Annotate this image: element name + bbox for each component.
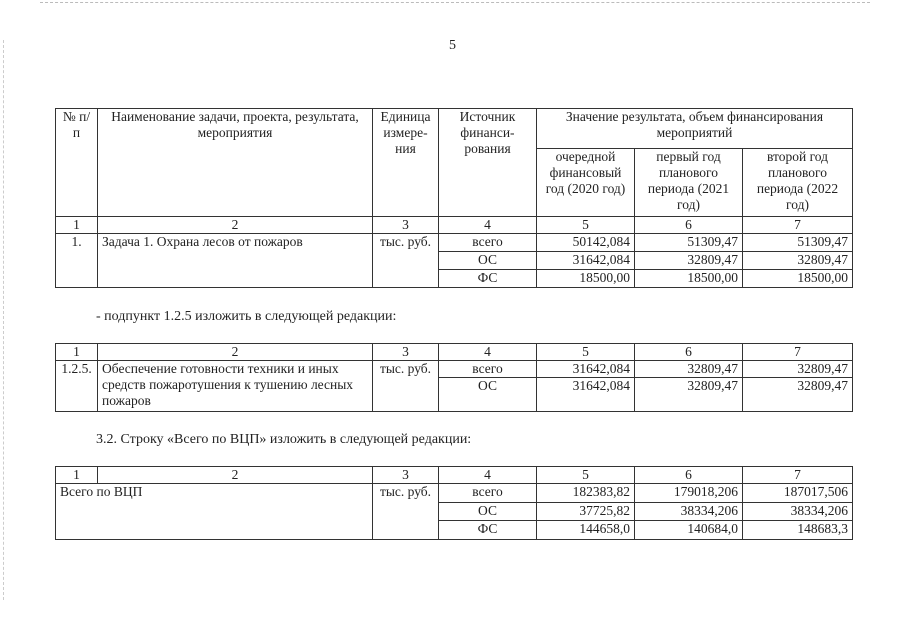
- financing-table-2: [55, 343, 853, 412]
- header-year-2022: второй год планового периода (2022 год): [743, 149, 853, 217]
- col-number: 3: [373, 344, 439, 361]
- page-number: 5: [449, 38, 456, 53]
- value-2020: 31642,084: [537, 378, 635, 412]
- col-number: 1: [56, 467, 98, 484]
- col-number: 7: [743, 344, 853, 361]
- header-year-2020: очередной финансовый год (2020 год): [537, 149, 635, 217]
- table-row: [56, 484, 853, 503]
- source-cell: всего: [439, 361, 537, 378]
- col-number: 3: [373, 467, 439, 484]
- value-2020: 182383,82: [537, 484, 635, 503]
- source-cell: ОС: [439, 502, 537, 521]
- row-name: Всего по ВЦП: [56, 484, 373, 540]
- value-2022: 18500,00: [743, 270, 853, 288]
- value-2021: 32809,47: [635, 361, 743, 378]
- value-2022: 32809,47: [743, 378, 853, 412]
- col-number: 4: [439, 217, 537, 234]
- row-unit: тыс. руб.: [373, 484, 439, 540]
- value-2022: 32809,47: [743, 361, 853, 378]
- financing-table-3: [55, 466, 853, 540]
- col-number: 4: [439, 344, 537, 361]
- scan-edge: [40, 2, 870, 4]
- value-2020: 31642,084: [537, 361, 635, 378]
- value-2022: 32809,47: [743, 252, 853, 270]
- col-number: 3: [373, 217, 439, 234]
- value-2021: 32809,47: [635, 378, 743, 412]
- source-cell: ОС: [439, 378, 537, 412]
- instruction-paragraph: - подпункт 1.2.5 изложить в следующей редакции:: [96, 309, 397, 324]
- row-num: 1.: [56, 234, 98, 288]
- row-unit: тыс. руб.: [373, 234, 439, 288]
- source-cell: ОС: [439, 252, 537, 270]
- col-number: 5: [537, 217, 635, 234]
- value-2021: 179018,206: [635, 484, 743, 503]
- row-name: Задача 1. Охрана лесов от пожаров: [98, 234, 373, 288]
- row-name: Обеспечение готовности техники и иных средств пожаротушения к тушению лесных пожаров: [98, 361, 373, 412]
- col-number: 2: [98, 467, 373, 484]
- scan-edge: [3, 40, 5, 600]
- source-cell: ФС: [439, 270, 537, 288]
- header-num: № п/п: [56, 109, 98, 217]
- col-number: 6: [635, 344, 743, 361]
- value-2022: 187017,506: [743, 484, 853, 503]
- value-2020: 18500,00: [537, 270, 635, 288]
- financing-table-1: [55, 108, 853, 288]
- col-number: 6: [635, 217, 743, 234]
- column-number-row: [56, 344, 853, 361]
- value-2022: 51309,47: [743, 234, 853, 252]
- value-2020: 50142,084: [537, 234, 635, 252]
- col-number: 5: [537, 344, 635, 361]
- value-2021: 38334,206: [635, 502, 743, 521]
- header-name: Наименование задачи, проекта, результата, мероприятия: [98, 109, 373, 217]
- col-number: 6: [635, 467, 743, 484]
- value-2021: 51309,47: [635, 234, 743, 252]
- table-row: [56, 234, 853, 252]
- table-row: [56, 361, 853, 378]
- header-value-group: Значение результата, объем финансирования мероприятий: [537, 109, 853, 149]
- source-cell: ФС: [439, 521, 537, 540]
- row-num: 1.2.5.: [56, 361, 98, 412]
- value-2022: 38334,206: [743, 502, 853, 521]
- col-number: 4: [439, 467, 537, 484]
- value-2020: 144658,0: [537, 521, 635, 540]
- col-number: 2: [98, 344, 373, 361]
- header-source: Источник финанси-рования: [439, 109, 537, 217]
- column-number-row: [56, 467, 853, 484]
- col-number: 7: [743, 217, 853, 234]
- column-number-row: [56, 217, 853, 234]
- row-unit: тыс. руб.: [373, 361, 439, 412]
- header-unit: Единица измере-ния: [373, 109, 439, 217]
- value-2021: 140684,0: [635, 521, 743, 540]
- col-number: 7: [743, 467, 853, 484]
- source-cell: всего: [439, 234, 537, 252]
- value-2021: 18500,00: [635, 270, 743, 288]
- value-2022: 148683,3: [743, 521, 853, 540]
- instruction-paragraph: 3.2. Строку «Всего по ВЦП» изложить в следующей редакции:: [96, 432, 472, 447]
- value-2020: 37725,82: [537, 502, 635, 521]
- col-number: 1: [56, 344, 98, 361]
- header-year-2021: первый год планового периода (2021 год): [635, 149, 743, 217]
- value-2021: 32809,47: [635, 252, 743, 270]
- col-number: 1: [56, 217, 98, 234]
- source-cell: всего: [439, 484, 537, 503]
- col-number: 5: [537, 467, 635, 484]
- col-number: 2: [98, 217, 373, 234]
- value-2020: 31642,084: [537, 252, 635, 270]
